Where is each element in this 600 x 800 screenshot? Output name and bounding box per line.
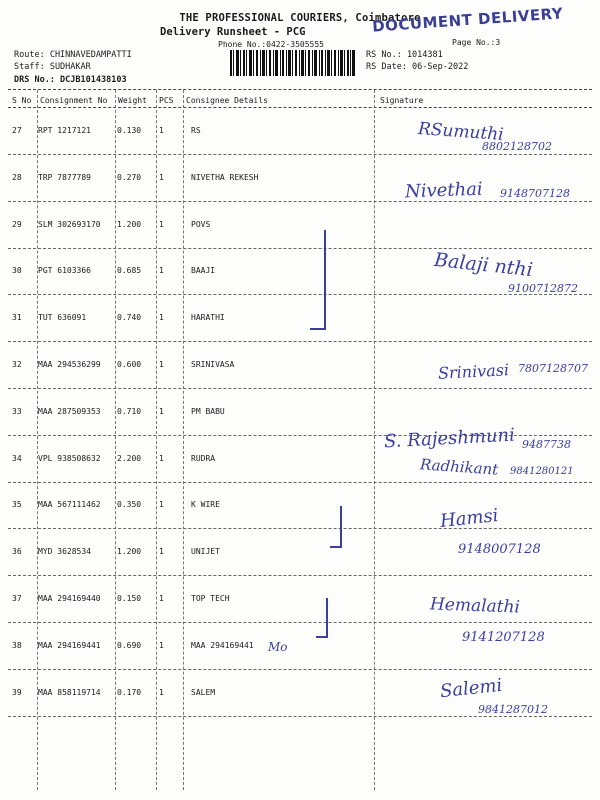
cell-pcs: 1 <box>159 313 164 323</box>
signature-phone: 9841287012 <box>478 703 548 716</box>
cell-pcs: 1 <box>159 594 164 603</box>
cell-cons: TUT 636091 <box>38 313 87 323</box>
signature-name: RSumuthi <box>417 119 505 145</box>
cell-det: K WIRE <box>191 500 220 510</box>
cell-wt: 0.270 <box>117 172 142 182</box>
cell-sno: 39 <box>12 687 22 697</box>
cell-cons: VPL 938508632 <box>38 453 101 463</box>
route-label: Route: CHINNAVEDAMPATTI <box>14 50 132 60</box>
signature-name: Nivethai <box>404 178 483 203</box>
cell-wt: 0.600 <box>117 360 142 369</box>
signature-name: Salemi <box>439 674 504 703</box>
cell-sno: 28 <box>12 172 22 182</box>
cell-wt: 1.200 <box>117 219 142 229</box>
cell-cons: MYD 3628534 <box>38 547 91 557</box>
annotation-mo: Mo <box>268 640 288 654</box>
signature-phone: 9148707128 <box>500 187 570 200</box>
column-header-weight: Weight <box>118 96 147 105</box>
drs-number: DRS No.: DCJB101438103 <box>14 75 127 85</box>
table-row <box>8 202 592 249</box>
document-delivery-stamp: DOCUMENT DELIVERY <box>371 4 564 36</box>
cell-wt: 2.200 <box>117 453 142 463</box>
cell-wt: 0.690 <box>117 640 142 650</box>
signature-phone: 9487738 <box>522 438 571 451</box>
column-header-consignment: Consignment No <box>40 96 108 105</box>
rs-date: RS Date: 06-Sep-2022 <box>366 62 469 72</box>
cell-cons: MAA 287509353 <box>38 406 101 416</box>
cell-sno: 32 <box>12 360 22 369</box>
column-header-pcs: PCS <box>159 96 174 105</box>
rs-number: RS No.: 1014381 <box>366 50 443 60</box>
cell-wt: 1.200 <box>117 547 142 557</box>
cell-det: UNIJET <box>191 547 220 557</box>
signature-phone: 9841280121 <box>510 466 574 477</box>
cell-det: SRINIVASA <box>191 360 235 369</box>
cell-wt: 0.350 <box>117 500 142 510</box>
cell-wt: 0.150 <box>117 594 142 603</box>
cell-det: TOP TECH <box>191 594 230 603</box>
cell-pcs: 1 <box>159 406 164 416</box>
cell-pcs: 1 <box>159 453 164 463</box>
cell-sno: 27 <box>12 126 22 135</box>
table-row <box>8 295 592 342</box>
staff-label: Staff: SUDHAKAR <box>14 62 91 72</box>
cell-cons: MAA 567111462 <box>38 500 101 510</box>
column-header-signature: Signature <box>380 96 424 105</box>
barcode-image <box>230 50 355 76</box>
cell-det: RUDRA <box>191 453 216 463</box>
column-header-sno: S No <box>12 96 32 105</box>
cell-pcs: 1 <box>159 172 164 182</box>
cell-sno: 38 <box>12 640 22 650</box>
pen-bracket-mark <box>310 230 326 330</box>
cell-sno: 36 <box>12 547 22 557</box>
company-name: THE PROFESSIONAL COURIERS, Coimbatore <box>179 12 421 24</box>
cell-wt: 0.130 <box>117 126 142 135</box>
column-header-details: Consignee Details <box>186 96 268 105</box>
cell-det: NIVETHA REKESH <box>191 172 259 182</box>
signature-phone: 9100712872 <box>508 282 578 295</box>
signature-name: Hamsi <box>439 505 500 532</box>
cell-wt: 0.740 <box>117 313 142 323</box>
cell-sno: 33 <box>12 406 22 416</box>
signature-name: Balaji nthi <box>433 248 534 282</box>
cell-pcs: 1 <box>159 500 164 510</box>
cell-cons: MAA 294169441 <box>38 640 101 650</box>
cell-sno: 37 <box>12 594 22 603</box>
cell-pcs: 1 <box>159 360 164 369</box>
runsheet-title: Delivery Runsheet - PCG <box>160 26 306 38</box>
signature-phone: 9141207128 <box>462 630 545 645</box>
signature-phone: 9148007128 <box>458 542 541 557</box>
cell-wt: 0.710 <box>117 406 142 416</box>
cell-det: PM BABU <box>191 406 225 416</box>
cell-cons: MAA 294169440 <box>38 594 101 603</box>
signature-phone: 8802128702 <box>482 140 552 153</box>
cell-pcs: 1 <box>159 266 164 276</box>
cell-cons: MAA 294536299 <box>38 360 101 369</box>
header-top-rule <box>8 89 592 90</box>
cell-cons: MAA 858119714 <box>38 687 101 697</box>
cell-cons: PGT 6103366 <box>38 266 91 276</box>
cell-wt: 0.170 <box>117 687 142 697</box>
signature-name: Srinivasi <box>437 360 510 383</box>
cell-sno: 30 <box>12 266 22 276</box>
cell-cons: SLM 302693170 <box>38 219 101 229</box>
cell-det: POVS <box>191 219 211 229</box>
cell-cons: RPT 1217121 <box>38 126 91 135</box>
table-row <box>8 482 592 529</box>
cell-det: MAA 294169441 <box>191 640 254 650</box>
signature-name: Hemalathi <box>429 594 521 618</box>
pen-bracket-mark <box>330 506 342 548</box>
cell-pcs: 1 <box>159 219 164 229</box>
cell-sno: 29 <box>12 219 22 229</box>
cell-pcs: 1 <box>159 547 164 557</box>
cell-sno: 31 <box>12 313 22 323</box>
cell-det: BAAJI <box>191 266 216 276</box>
cell-pcs: 1 <box>159 126 164 135</box>
pen-bracket-mark <box>316 598 328 638</box>
cell-cons: TRP 7877789 <box>38 172 91 182</box>
phone-number: Phone No.:0422-3505555 <box>218 40 324 49</box>
cell-sno: 35 <box>12 500 22 510</box>
cell-det: RS <box>191 126 201 135</box>
signature-name: S. Rajeshmuni <box>383 424 516 453</box>
cell-wt: 0.685 <box>117 266 142 276</box>
cell-det: SALEM <box>191 687 216 697</box>
cell-det: HARATHI <box>191 313 225 323</box>
signature-phone: 7807128707 <box>518 362 588 375</box>
page-number: Page No.:3 <box>452 38 501 47</box>
signature-name: Radhikant <box>419 455 499 479</box>
cell-sno: 34 <box>12 453 22 463</box>
cell-pcs: 1 <box>159 640 164 650</box>
cell-pcs: 1 <box>159 687 164 697</box>
